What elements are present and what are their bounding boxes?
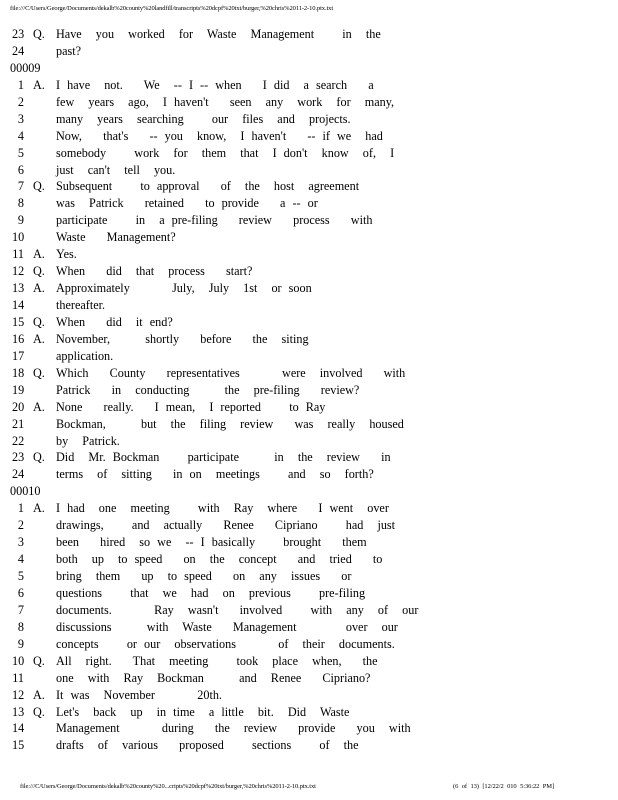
line-text: Bockman, but the filing review was really housed — [56, 416, 404, 431]
line-number: 24 — [12, 467, 25, 482]
transcript-line — [10, 433, 610, 450]
transcript-line — [10, 162, 610, 179]
line-number: 4 — [17, 128, 24, 143]
line-text: thereafter. — [56, 298, 106, 312]
line-number: 9 — [17, 213, 24, 228]
line-number: 9 — [17, 636, 24, 651]
line-text: All right. That meeting took place when, the — [56, 653, 378, 668]
transcript-line — [10, 568, 610, 585]
transcript-line — [10, 720, 610, 737]
line-number: 17 — [12, 348, 25, 363]
transcript-line — [10, 314, 610, 331]
speaker-marker: A. — [33, 331, 45, 346]
line-number: 2 — [17, 518, 24, 533]
line-number: 23 — [12, 450, 25, 465]
line-text: It was November 20th. — [56, 687, 222, 702]
transcript-line — [10, 280, 610, 297]
line-number: 1 — [17, 77, 24, 92]
line-text: Which County representatives were involved with — [56, 365, 406, 380]
line-text: past? — [56, 43, 82, 58]
line-number: 15 — [12, 314, 25, 329]
line-text: both up to speed on the concept and tried to — [56, 552, 383, 567]
line-number: 13 — [12, 281, 25, 296]
transcript-line — [10, 111, 610, 128]
transcript-line — [10, 585, 610, 602]
transcript-line — [10, 246, 610, 263]
transcript-line — [10, 636, 610, 653]
line-text: I have not. We -- I -- when I did a search a — [56, 77, 374, 92]
line-text: Waste Management? — [56, 230, 176, 245]
line-number: 11 — [12, 247, 24, 262]
footer-page-info: (6 of 13) [12/22/2 010 5:36:22 PM] — [453, 783, 555, 790]
transcript-line — [10, 26, 610, 43]
line-text: discussions with Waste Management over our — [56, 619, 398, 634]
line-number: 3 — [17, 535, 24, 550]
speaker-marker: A. — [33, 77, 45, 92]
line-number: 18 — [12, 365, 25, 380]
line-number: 15 — [12, 738, 25, 753]
line-text: just can't tell you. — [56, 162, 176, 177]
footer-file-path: file:///C/Users/George/Documents/dekalb%20county%20...cripts%20dcpf%20txt/burger,%20chris%2011-2-10.ptx.txt — [20, 783, 316, 790]
line-number: 7 — [17, 179, 24, 194]
speaker-marker: Q. — [33, 365, 45, 380]
line-number: 10 — [12, 653, 25, 668]
transcript-line — [10, 43, 610, 60]
page-marker — [10, 60, 610, 77]
line-number: 1 — [17, 501, 24, 516]
line-text: Subsequent to approval of the host agreement — [56, 179, 360, 194]
line-text: concepts or our observations of their documents. — [56, 636, 395, 651]
transcript-line — [10, 365, 610, 382]
line-text: drafts of various proposed sections of the — [56, 738, 359, 753]
line-number: 22 — [12, 433, 25, 448]
page-number: 00009 — [10, 60, 41, 75]
line-text: Have you worked for Waste Management in the — [56, 27, 381, 41]
transcript-line — [10, 619, 610, 636]
transcript-line — [10, 128, 610, 145]
line-number: 5 — [17, 145, 24, 160]
line-text: many years searching our files and projects. — [56, 111, 351, 126]
line-text: one with Ray Bockman and Renee Cipriano? — [56, 670, 371, 685]
line-text: application. — [56, 348, 114, 363]
line-number: 13 — [12, 704, 25, 719]
line-text: I had one meeting with Ray where I went over — [56, 501, 389, 516]
speaker-marker: Q. — [33, 179, 45, 194]
transcript-line — [10, 382, 610, 399]
transcript-line — [10, 449, 610, 466]
line-text: Let's back up in time a little bit. Did Waste — [56, 704, 350, 719]
transcript-line — [10, 466, 610, 483]
transcript-line — [10, 77, 610, 94]
speaker-marker: Q. — [33, 704, 45, 719]
transcript-line — [10, 348, 610, 365]
transcript-line — [10, 737, 610, 754]
line-number: 3 — [17, 111, 24, 126]
speaker-marker: A. — [33, 247, 45, 262]
line-text: few years ago, I haven't seen any work for many, — [56, 94, 395, 109]
line-text: When did that process start? — [56, 264, 253, 279]
speaker-marker: A. — [33, 281, 45, 296]
page-marker — [10, 483, 610, 500]
line-text: Yes. — [56, 247, 77, 262]
line-text: Did Mr. Bockman participate in the review in — [56, 450, 391, 465]
speaker-marker: A. — [33, 399, 45, 414]
speaker-marker: Q. — [33, 653, 45, 668]
speaker-marker: A. — [33, 687, 45, 702]
speaker-marker: A. — [33, 501, 45, 516]
line-text: None really. I mean, I reported to Ray — [56, 399, 326, 414]
transcript-line — [10, 212, 610, 229]
line-number: 19 — [12, 382, 25, 397]
line-number: 8 — [17, 619, 24, 634]
line-number: 16 — [12, 331, 25, 346]
transcript-line — [10, 331, 610, 348]
transcript-body — [10, 26, 610, 754]
line-number: 20 — [12, 399, 25, 414]
line-number: 5 — [17, 569, 24, 583]
transcript-line — [10, 178, 610, 195]
line-number: 8 — [17, 196, 24, 211]
speaker-marker: Q. — [33, 27, 45, 41]
transcript-line — [10, 653, 610, 670]
transcript-line — [10, 500, 610, 517]
speaker-marker: Q. — [33, 264, 45, 279]
speaker-marker: Q. — [33, 314, 45, 329]
transcript-line — [10, 195, 610, 212]
transcript-line — [10, 297, 610, 314]
line-text: by Patrick. — [56, 433, 120, 448]
line-text: Management during the review provide you with — [56, 721, 411, 736]
page-number: 00010 — [10, 484, 41, 499]
line-text: been hired so we -- I basically brought them — [56, 535, 367, 550]
line-text: was Patrick retained to provide a -- or — [56, 196, 318, 211]
line-text: drawings, and actually Renee Cipriano had just — [56, 518, 396, 533]
transcript-line — [10, 229, 610, 246]
line-text: Patrick in conducting the pre-filing review? — [56, 382, 360, 397]
transcript-line — [10, 399, 610, 416]
line-number: 14 — [12, 298, 25, 312]
transcript-line — [10, 145, 610, 162]
line-number: 7 — [17, 602, 24, 617]
transcript-line — [10, 670, 610, 687]
line-text: documents. Ray wasn't involved with any of our — [56, 602, 419, 617]
transcript-line — [10, 94, 610, 111]
transcript-line — [10, 602, 610, 619]
transcript-line — [10, 551, 610, 568]
line-number: 21 — [12, 416, 25, 431]
transcript-line — [10, 416, 610, 433]
line-number: 6 — [17, 585, 24, 600]
line-text: participate in a pre-filing review process with — [56, 213, 373, 228]
transcript-line — [10, 517, 610, 534]
line-number: 6 — [17, 162, 24, 177]
line-text: somebody work for them that I don't know of, I — [56, 145, 395, 160]
line-text: November, shortly before the siting — [56, 331, 309, 346]
transcript-line — [10, 263, 610, 280]
line-number: 14 — [12, 721, 25, 736]
line-number: 4 — [17, 552, 24, 567]
line-text: questions that we had on previous pre-filing — [56, 585, 366, 600]
transcript-line — [10, 687, 610, 704]
line-number: 24 — [12, 43, 25, 58]
speaker-marker: Q. — [33, 450, 45, 465]
line-number: 11 — [12, 670, 24, 685]
line-text: Approximately July, July 1st or soon — [56, 281, 312, 296]
line-number: 12 — [12, 264, 25, 279]
line-text: When did it end? — [56, 314, 173, 329]
line-number: 10 — [12, 230, 25, 245]
transcript-line — [10, 704, 610, 721]
line-number: 2 — [17, 94, 24, 109]
header-file-path: file:///C/Users/George/Documents/dekalb%20county%20landfill/transcripts%20dcpf%20txt/burger,%20chris%2011-2-10.ptx.txt — [10, 5, 334, 12]
line-number: 12 — [12, 687, 25, 702]
line-text: Now, that's -- you know, I haven't -- if we had — [56, 128, 383, 143]
line-number: 23 — [12, 27, 25, 41]
transcript-line — [10, 534, 610, 551]
line-text: bring them up to speed on any issues or — [56, 569, 352, 583]
line-text: terms of sitting in on meetings and so forth? — [56, 467, 374, 482]
